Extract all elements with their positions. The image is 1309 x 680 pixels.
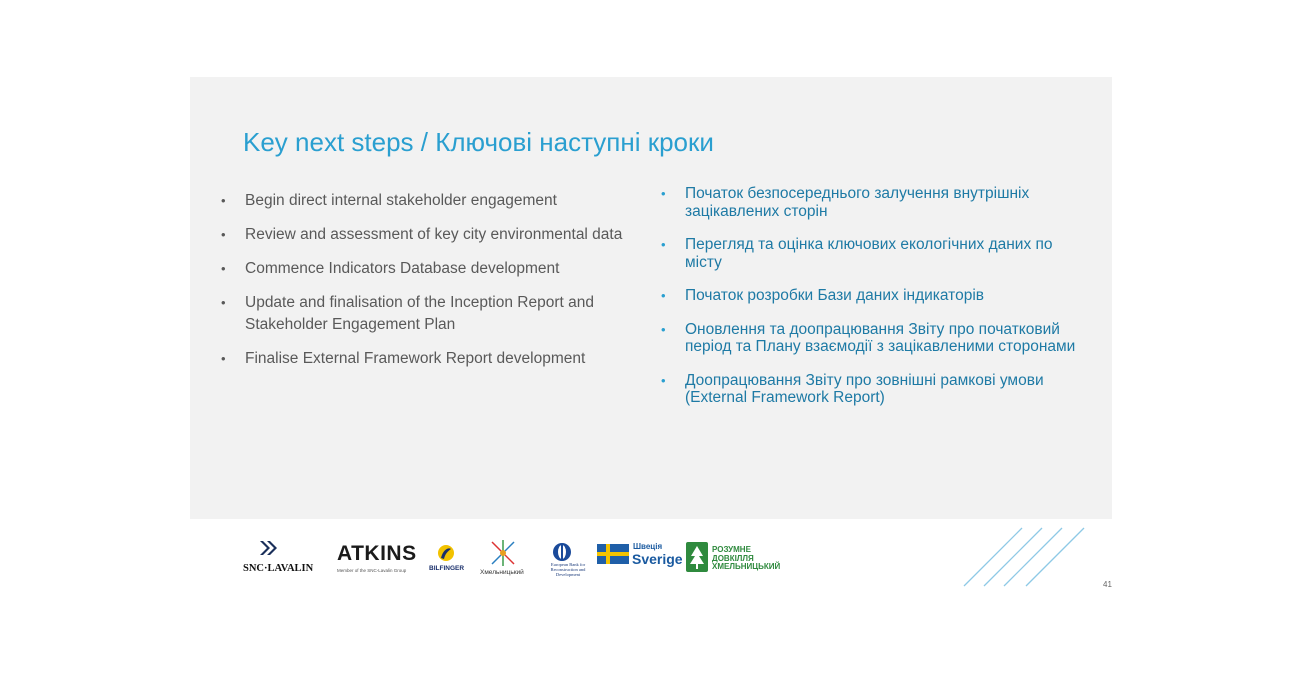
ebrd-icon [552,542,572,562]
page-number: 41 [1103,580,1112,589]
slide-title: Key next steps / Ключові наступні кроки [243,127,714,158]
atkins-logo: ATKINS [337,542,417,565]
steps-list-ukrainian [661,185,1091,423]
khmelnytskyi-logo: Хмельницький [480,569,524,576]
bilfinger-icon [436,544,456,562]
sweden-flag-icon [597,544,629,564]
smart-environment-logo: РОЗУМНЕ ДОВКІЛЛЯ ХМЕЛЬНИЦЬКИЙ [712,545,781,571]
list-item: • Перегляд та оцінка ключових екологічних даних по місту [661,236,1091,271]
list-item: • Початок розробки Бази даних індикаторів [661,287,1091,305]
list-item: • Commence Indicators Database development [221,258,651,280]
list-item: • Begin direct internal stakeholder engagement [221,190,651,212]
sweden-label-ua: Швеція [633,542,663,551]
atkins-subtitle: Member of the SNC-Lavalin Group [337,568,407,573]
ebrd-logo: European Bank for Reconstruction and Development [550,562,586,577]
steps-list-english [221,190,651,382]
list-item: • Оновлення та доопрацювання Звіту про початковий період та Плану взаємодії з зацікавленими сторонами [661,321,1091,356]
list-item: • Початок безпосереднього залучення внутрішніх зацікавлених сторін [661,185,1091,220]
tree-icon [686,542,708,572]
bilfinger-logo: BILFINGER [429,565,465,572]
list-item: • Finalise External Framework Report development [221,348,651,370]
list-item: • Доопрацювання Звіту про зовнішні рамкові умови (External Framework Report) [661,372,1091,407]
decorative-stripes [962,527,1088,587]
snc-lavalin-logo: SNC·LAVALIN [243,563,314,574]
list-item: • Update and finalisation of the Inception Report and Stakeholder Engagement Plan [221,292,651,336]
sweden-label: Sverige [632,551,683,567]
list-item: • Review and assessment of key city environmental data [221,224,651,246]
khmelnytskyi-emblem-icon [488,538,518,568]
snc-lavalin-icon [258,540,280,556]
